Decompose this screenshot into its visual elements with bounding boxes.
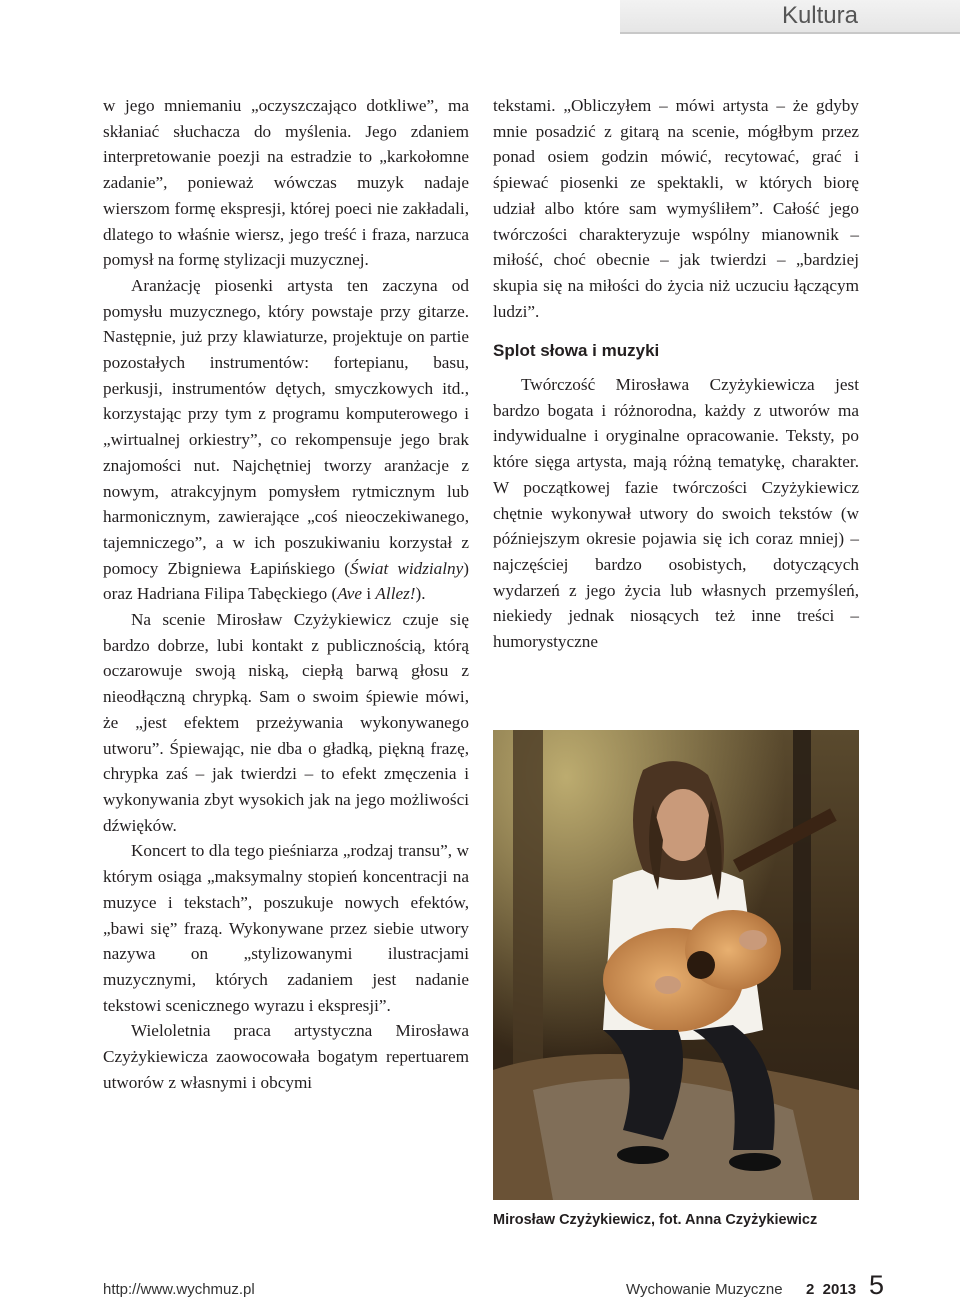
paragraph: Wieloletnia praca artystyczna Mirosława Czyżykiewicza zaowocowała bogatym repertuarem utworów z własnymi i obcymi [103,1021,469,1092]
photo-caption: Mirosław Czyżykiewicz, fot. Anna Czyżykiewicz [493,1212,818,1228]
guitarist-photo [493,730,859,1200]
paragraph [103,273,469,607]
footer-url[interactable]: http://www.wychmuz.pl [103,1281,255,1298]
footer-issue: 2 2013 [806,1281,857,1298]
footer-magazine-name: Wychowanie Muzyczne [626,1281,783,1298]
paragraph: Koncert to dla tego pieśniarza „rodzaj transu”, w którym osiąga „maksymalny stopień koncentracji na muzyce i tekstach”, poszukuje nowych efektów, „bawi się” frazą. Wykonywane przez siebie utwory nazywa on „stylizowanymi ilustracjami muzycznymi, których zadaniem jest nadanie tekstowi scenicznego wyrazu i ekspresji”. [103,841,469,1015]
section-heading: Splot słowa i muzyki [493,341,660,361]
paragraph-text: ) oraz Hadriana Filipa Tabęckiego ( [103,558,470,604]
work-title: Allez! [375,584,416,604]
paragraph-text: i [362,584,376,604]
paragraph: w jego mniemaniu „oczyszczająco dotkliwe”, ma skłaniać słuchacza do myślenia. Jego zdaniem interpretowanie poezji na estradzie to „karkołomne zadanie”, ponieważ wówczas muzyk nadaje wierszom formę ekspresji, której poeci nie zakładali, dlatego to właśnie wiersz, jego treść i fraza, narzuca pomysł na formę stylizacji muzycznej. [103,96,469,270]
section-header [620,0,960,34]
section-title: Kultura [781,2,858,29]
left-column [103,93,469,1095]
paragraph-text: Aranżację piosenki artysta ten zaczyna od pomysłu muzycznego, który powstaje przy gitarze. Następnie, już przy klawiaturze, projektuje on partie pozostałych instrumentów: fortepianu, basu, perkusji, instrumentów dętych, smyczkowych itd., korzystając przy tym z programu komputerowego i „wirtualnej orkiestry”, co rekompensuje jego brak znajomości nut. Najchętniej tworzy aranżacje z nowym, atrakcyjnym pomysłem rytmicznym lub harmonicznym, zawierające „coś nieoczekiwanego, tajemniczego”, a w ich poszukiwaniu korzystał z pomocy Zbigniewa Łapińskiego ( [103,275,469,578]
paragraph: tekstami. „Obliczyłem – mówi artysta – że gdyby mnie posadzić z gitarą na scenie, mógłbym przez ponad osiem godzin mówić, recytować, grać i śpiewać piosenki ze spektakli, w których biorę udział albo które sam wymyśliłem”. Całość jego twórczości charakteryzuje wspólny mianownik – miłość, choć obecnie – jak twierdzi – „bardziej skupia się na miłości do życia niż uczuciu łączącym ludzi”. [493,96,859,321]
page-number: 5 [869,1270,885,1300]
right-column [493,93,859,655]
paragraph: Na scenie Mirosław Czyżykiewicz czuje się bardzo dobrze, lubi kontakt z publicznością, którą oczarowuje swoją niską, ciepłą barwą głosu z nieodłączną chrypką. Sam o swoim śpiewie mówi, że „jest efektem przeżywania wykonywanego utworu”. Śpiewając, nie dba o gładką, piękną frazę, chrypka zaś – jak twierdzi – to efekt zmęczenia i wykonywania zbyt wysokich jak na jego możliwości dźwięków. [103,610,469,835]
paragraph-text: ). [415,584,426,604]
work-title: Ave [337,584,363,604]
work-title: Świat widzialny [350,558,464,578]
photo-illustration [493,730,859,1200]
paragraph: Twórczość Mirosława Czyżykiewicza jest bardzo bogata i różnorodna, każdy z utworów ma indywidualne i oryginalne opracowanie. Teksty, po które sięga artysta, mają różną tematykę, charakter. W początkowej fazie twórczości Czyżykiewicz chętnie wykonywał utwory do swoich tekstów (w późniejszym okresie pojawia się ich coraz mniej) – najczęściej bardzo osobistych, dotyczących wydarzeń z jego życia lub własnych przemyśleń, niekiedy jednak niosących też inne treści – humorystyczne [493,375,859,652]
